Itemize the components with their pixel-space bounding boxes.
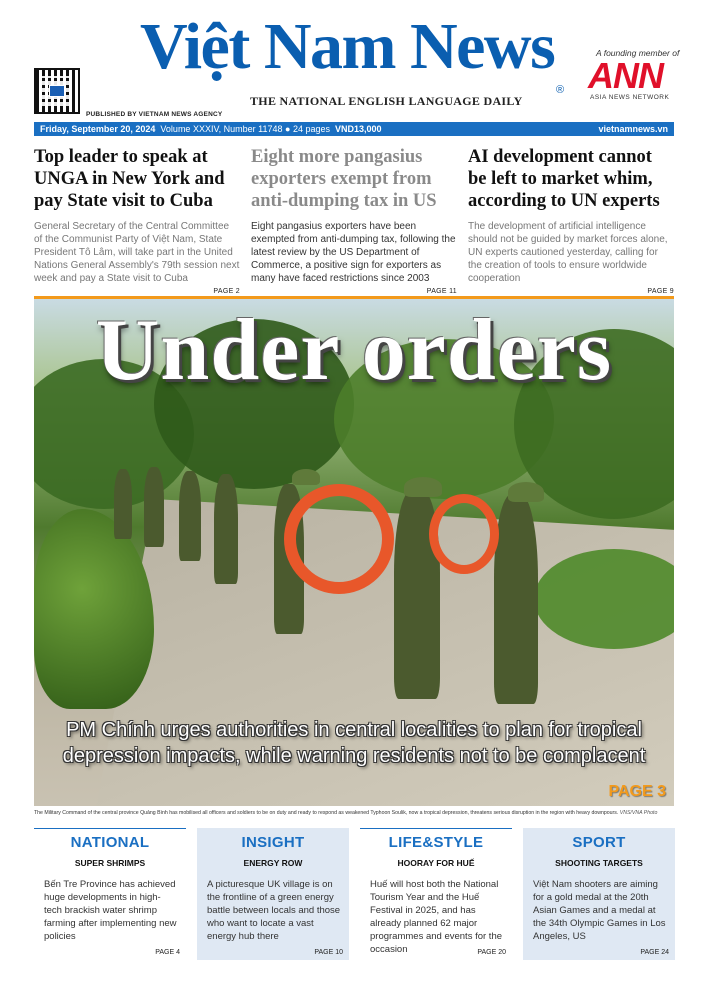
section-page-ref: PAGE 10 [314, 949, 343, 956]
lead-photo[interactable] [34, 299, 674, 806]
story-page-ref: PAGE 9 [647, 288, 674, 295]
lead-headline[interactable]: Under orders [95, 302, 613, 399]
ann-subtitle: ASIA NEWS NETWORK [590, 94, 670, 101]
helmet-shape [404, 477, 442, 497]
ann-note: A founding member of [596, 48, 680, 58]
section-name[interactable]: LIFE&STYLE [388, 834, 484, 851]
top-story-2[interactable] [251, 146, 457, 295]
soldier-figure [144, 467, 164, 547]
story-headline[interactable]: Eight more pangasius exporters exempt from anti-dumping tax in US [251, 147, 437, 211]
issue-date: Friday, September 20, 2024 [40, 124, 156, 134]
section-title: ENERGY ROW [243, 858, 303, 868]
qr-code[interactable] [34, 68, 80, 114]
website-link[interactable]: vietnamnews.vn [598, 124, 668, 134]
story-page-ref: PAGE 11 [426, 288, 457, 295]
story-summary: The development of artificial intelligence should not be guided by market forces alone, UN experts cautioned yesterday, calling for the creation of tools to ensure worldwide cooperation [468, 221, 668, 284]
section-national[interactable] [34, 828, 186, 960]
issue-volume: Volume XXXIV, Number 11748 [160, 124, 283, 134]
section-rule [34, 828, 186, 829]
registered-mark: ® [556, 84, 565, 96]
section-title: SUPER SHRIMPS [74, 858, 146, 868]
photo-credit: VNS/VNA Photo [619, 810, 658, 816]
section-page-ref: PAGE 20 [477, 949, 506, 956]
helmet-shape [292, 469, 320, 485]
section-page-ref: PAGE 4 [155, 949, 180, 956]
top-story-3[interactable] [468, 146, 674, 295]
issue-info: Friday, September 20, 2024 Volume XXXIV, Number 11748 ● 24 pages VND13,000 [40, 124, 382, 134]
section-text: Bến Tre Province has achieved huge developments in high-tech brackish water shrimp farming after implementing new policies [44, 879, 177, 942]
section-text: Huế will host both the National Tourism Year and the Huế Festival in 2025, and has already planned 62 major programmes and events for the occasion [370, 879, 503, 955]
section-name[interactable]: INSIGHT [241, 834, 305, 851]
story-page-ref: PAGE 2 [213, 288, 240, 295]
lead-page-ref: PAGE 3 [608, 783, 666, 800]
issue-pages: 24 pages [292, 124, 330, 134]
helmet-shape [508, 482, 544, 502]
masthead [0, 0, 708, 120]
caption-text: The Military Command of the central province Quảng Bình has mobilised all officers and soldiers to be on duty and ready to respond as weakened Typhoon Soulik, now a tropical depression, threatens serious disruption in the region with heavy downpours. [34, 810, 619, 816]
section-title: HOORAY FOR HUẾ [397, 858, 475, 868]
section-text: A picturesque UK village is on the frontline of a green energy battle between locals and those who want to locate a vast energy hub there [207, 879, 341, 942]
section-name[interactable]: SPORT [572, 834, 626, 851]
lifebuoy-shape [284, 484, 394, 594]
qr-badge-icon [49, 85, 65, 97]
hedge-shape [34, 509, 154, 709]
newspaper-logo[interactable]: Việt Nam News [140, 10, 555, 83]
soldier-figure [114, 469, 132, 539]
issue-price: VND13,000 [335, 124, 382, 134]
lifebuoy-shape [429, 494, 499, 574]
story-headline[interactable]: AI development cannot be left to market whim, according to UN experts [468, 147, 660, 211]
publisher-line: PUBLISHED BY VIETNAM NEWS AGENCY [86, 111, 223, 118]
ann-logo[interactable]: ANN [588, 55, 663, 96]
photo-caption [34, 810, 674, 817]
story-summary: General Secretary of the Central Committee of the Communist Party of Việt Nam, State President Tô Lâm, will take part in the United Nations General Assembly's 79th session next week and pay a State visit to Cuba [34, 221, 240, 284]
section-rule [360, 828, 512, 829]
story-headline[interactable]: Top leader to speak at UNGA in New York and pay State visit to Cuba [34, 147, 225, 211]
section-sport[interactable] [523, 828, 675, 960]
lead-subhead: PM Chính urges authorities in central localities to plan for tropical depression impacts, while warning residents not to be complacent [62, 719, 646, 767]
section-lifestyle[interactable] [360, 828, 512, 960]
date-bar [34, 122, 674, 136]
section-insight[interactable] [197, 828, 349, 960]
soldier-figure [179, 471, 201, 561]
top-story-1[interactable] [34, 146, 240, 295]
section-page-ref: PAGE 24 [640, 949, 669, 956]
soldier-figure [214, 474, 238, 584]
story-summary: Eight pangasius exporters have been exempted from anti-dumping tax, following the latest review by the US Department of Commerce, a positive sign for exporters as many have faced restrictions since 2003 [251, 221, 456, 284]
soldier-figure [494, 494, 538, 704]
tagline: THE NATIONAL ENGLISH LANGUAGE DAILY [250, 94, 523, 108]
section-title: SHOOTING TARGETS [555, 858, 643, 868]
section-name[interactable]: NATIONAL [70, 834, 150, 851]
section-text: Việt Nam shooters are aiming for a gold medal at the 20th Asian Games and a medal at the 34th Olympic Games in Los Angeles, US [533, 879, 666, 942]
